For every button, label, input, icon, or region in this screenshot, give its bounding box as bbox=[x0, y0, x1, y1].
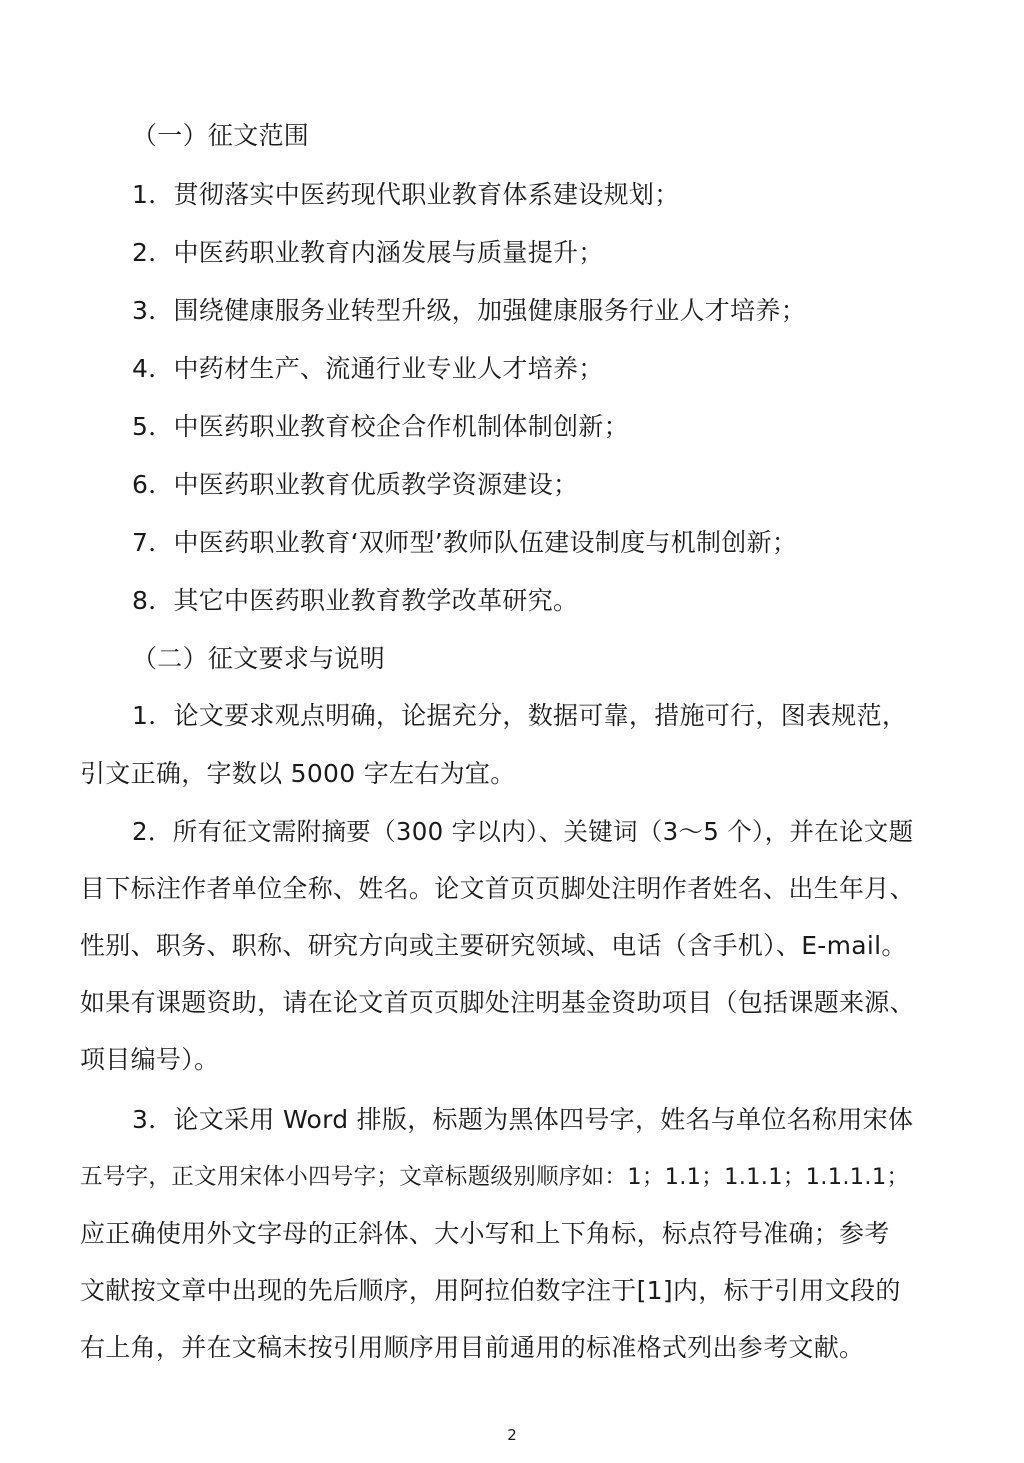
scope-item-3: 3．围绕健康服务业转型升级，加强健康服务行业人才培养； bbox=[132, 296, 807, 325]
scope-item-1: 1．贯彻落实中医药现代职业教育体系建设规划； bbox=[132, 180, 680, 209]
page-number: 2 bbox=[507, 1426, 517, 1444]
requirement-1-line-1: 1．论文要求观点明确，论据充分，数据可靠，措施可行，图表规范， bbox=[132, 701, 908, 730]
requirement-3-line-2: 五号字，正文用宋体小四号字；文章标题级别顺序如：1；1.1；1.1.1；1.1.1.1； bbox=[80, 1164, 910, 1190]
requirement-2-line-3: 性别、职务、职称、研究方向或主要研究领域、电话（含手机）、E-mail。 bbox=[80, 931, 907, 960]
scope-item-8: 8．其它中医药职业教育教学改革研究。 bbox=[132, 586, 579, 615]
requirement-3-line-4: 文献按文章中出现的先后顺序，用阿拉伯数字注于[1]内，标于引用文段的 bbox=[80, 1276, 901, 1305]
requirement-2-line-5: 项目编号）。 bbox=[80, 1045, 220, 1074]
scope-item-6: 6．中医药职业教育优质教学资源建设； bbox=[132, 470, 579, 499]
scope-item-2: 2．中医药职业教育内涵发展与质量提升； bbox=[132, 238, 604, 267]
requirement-3-line-1: 3．论文采用 Word 排版，标题为黑体四号字，姓名与单位名称用宋体 bbox=[132, 1105, 914, 1134]
requirement-1-line-2: 引文正确，字数以 5000 字左右为宜。 bbox=[80, 759, 516, 788]
requirement-2-line-1: 2．所有征文需附摘要（300 字以内）、关键词（3～5 个），并在论文题 bbox=[132, 817, 914, 846]
scope-item-5: 5．中医药职业教育校企合作机制体制创新； bbox=[132, 412, 629, 441]
section-two-heading: （二）征文要求与说明 bbox=[132, 644, 386, 673]
scope-item-4: 4．中药材生产、流通行业专业人才培养； bbox=[132, 354, 604, 383]
requirement-2-line-2: 目下标注作者单位全称、姓名。论文首页页脚处注明作者姓名、出生年月、 bbox=[80, 874, 915, 903]
section-one-heading: （一）征文范围 bbox=[132, 121, 310, 150]
requirement-3-line-3: 应正确使用外文字母的正斜体、大小写和上下角标，标点符号准确；参考 bbox=[80, 1219, 890, 1248]
scope-item-7: 7．中医药职业教育‘双师型’教师队伍建设制度与机制创新； bbox=[132, 528, 798, 557]
requirement-3-line-5: 右上角，并在文稿末按引用顺序用目前通用的标准格式列出参考文献。 bbox=[80, 1333, 865, 1362]
requirement-2-line-4: 如果有课题资助，请在论文首页页脚处注明基金资助项目（包括课题来源、 bbox=[80, 988, 915, 1017]
